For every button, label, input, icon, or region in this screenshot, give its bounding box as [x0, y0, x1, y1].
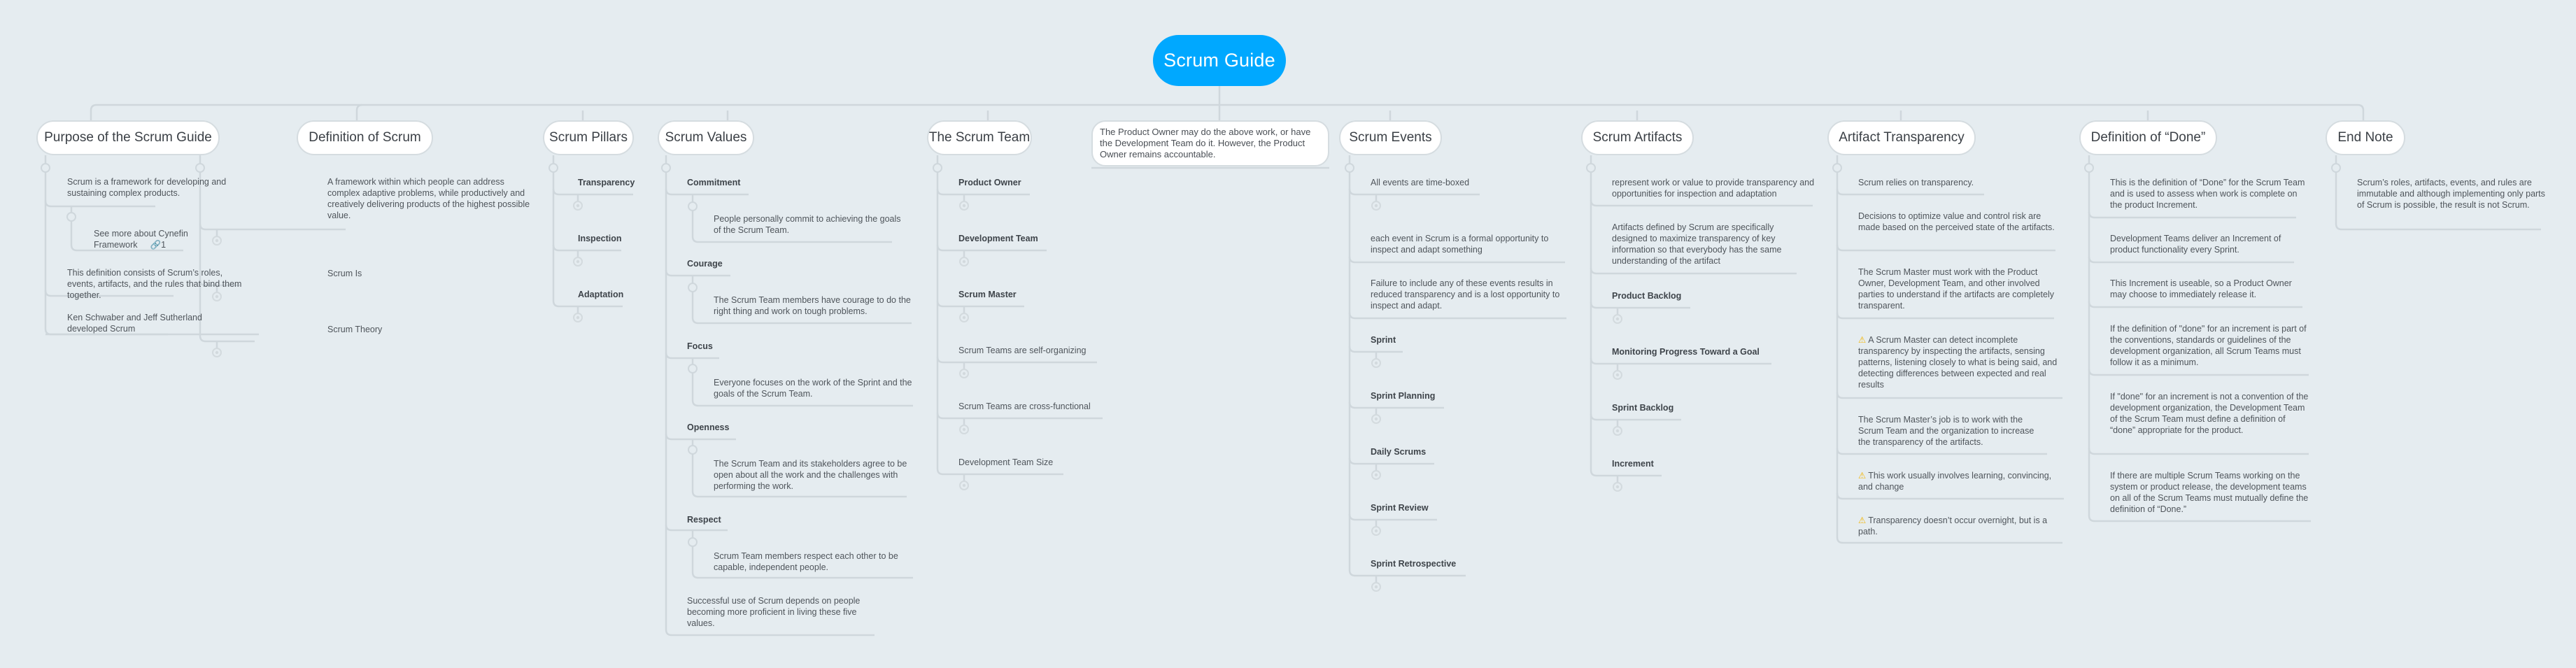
subtopic[interactable]: Inspection	[578, 234, 622, 243]
value-detail[interactable]: Everyone focuses on the work of the Sprint and the goals of the Scrum Team.	[714, 378, 912, 399]
subtopic[interactable]: Scrum Master	[958, 290, 1017, 299]
subtopic[interactable]: If "done" for an increment is not a convention of the development organization, the Development Team of the Scrum Team must define a definition of “done” appropriate for the product.	[2110, 392, 2309, 435]
value-detail[interactable]: The Scrum Team members have courage to do the right thing and work on tough problems.	[714, 295, 911, 316]
subtopic[interactable]: Sprint Review	[1371, 503, 1429, 513]
subtopic[interactable]: Ken Schwaber and Jeff Sutherland developed Scrum	[67, 313, 202, 334]
subtopic[interactable]: Sprint Retrospective	[1371, 559, 1457, 569]
value-title[interactable]: Respect	[687, 515, 721, 525]
warning-icon: ⚠	[1858, 516, 1867, 525]
link-count: 1	[161, 240, 167, 250]
topic-scrum-team[interactable]	[927, 120, 1032, 155]
topic-label: Definition of “Done”	[2090, 130, 2206, 145]
value-title[interactable]: Commitment	[687, 178, 741, 187]
subtopic[interactable]: Daily Scrums	[1371, 447, 1427, 457]
topic-label: Artifact Transparency	[1839, 130, 1965, 145]
topic-label: Purpose of the Scrum Guide	[44, 130, 212, 145]
subtopic[interactable]: Development Teams deliver an Increment of product functionality every Sprint.	[2110, 234, 2281, 255]
topic-purpose[interactable]	[36, 120, 220, 155]
subtopic[interactable]: This is the definition of “Done” for the Scrum Team and is used to assess when work is complete on the product Increment.	[2110, 178, 2305, 210]
subtopic[interactable]: The Scrum Master must work with the Product Owner, Development Team, and other involved parties to understand if the artifacts are completely transparent.	[1858, 267, 2055, 311]
topic-label: Scrum Values	[665, 130, 747, 145]
subtopic[interactable]: A framework within which people can address complex adaptive problems, while productively and creatively delivering products of the highest possible value.	[327, 177, 530, 220]
warning-icon: ⚠	[1858, 471, 1867, 481]
subtopic[interactable]: Sprint Planning	[1371, 391, 1436, 401]
topic-artifacts[interactable]	[1581, 120, 1694, 155]
subtopic[interactable]: Sprint Backlog	[1612, 403, 1674, 413]
subtopic[interactable]: Scrum Teams are self-organizing	[958, 346, 1087, 355]
value-title[interactable]: Courage	[687, 259, 723, 269]
topic-events[interactable]	[1339, 120, 1442, 155]
subtopic[interactable]: Scrum Is	[327, 269, 362, 278]
subtopic[interactable]: Sprint	[1371, 335, 1396, 345]
topic-label: The Scrum Team	[928, 130, 1031, 145]
root-label: Scrum Guide	[1163, 50, 1275, 71]
topic-label: Scrum Artifacts	[1592, 130, 1683, 145]
root-topic-scrum-guide[interactable]	[1153, 35, 1286, 86]
subtopic[interactable]: All events are time-boxed	[1371, 178, 1470, 187]
subtopic[interactable]: Increment	[1612, 459, 1654, 469]
subtopic[interactable]: If the definition of "done" for an increment is part of the conventions, standards or guidelines of the development organization, all Scrum Teams must follow it as a minimum.	[2110, 324, 2307, 367]
topic-values[interactable]	[658, 120, 754, 155]
value-detail[interactable]: The Scrum Team and its stakeholders agree to be open about all the work and the challenges with performing the work.	[714, 459, 907, 491]
subtopic[interactable]: The Scrum Master’s job is to work with the Scrum Team and the organization to increase the transparency of the artifacts.	[1858, 415, 2034, 447]
subtopic[interactable]: Transparency	[578, 178, 635, 187]
subtopic[interactable]: Successful use of Scrum depends on people becoming more proficient in living these five values.	[687, 596, 861, 628]
topic-pillars[interactable]	[543, 120, 634, 155]
value-title[interactable]: Focus	[687, 341, 713, 351]
topic-label: Definition of Scrum	[309, 130, 421, 145]
value-title[interactable]: Openness	[687, 422, 730, 432]
subtopic[interactable]: Failure to include any of these events results in reduced transparency and is a lost opportunity to inspect and adapt.	[1371, 278, 1560, 311]
topic-definition[interactable]	[297, 120, 433, 155]
warning-icon: ⚠	[1858, 335, 1867, 345]
value-detail[interactable]: People personally commit to achieving the goals of the Scrum Team.	[714, 214, 901, 235]
topic-label: End Note	[2337, 130, 2393, 145]
topic-label: Scrum Pillars	[549, 130, 628, 145]
subtopic[interactable]: Decisions to optimize value and control risk are made based on the perceived state of the artifacts.	[1858, 211, 2055, 232]
topic-artifact-transparency[interactable]	[1827, 120, 1976, 155]
subtopic-warning[interactable]	[1858, 515, 2065, 537]
subtopic-cynefin-link[interactable]	[94, 228, 262, 250]
subtopic[interactable]: If there are multiple Scrum Teams working on the system or product release, the development teams on all of the Scrum Teams must mutually define the definition of “Done.”	[2110, 471, 2309, 514]
subtopic[interactable]: Scrum Theory	[327, 325, 383, 334]
subtopic[interactable]: This definition consists of Scrum’s roles, events, artifacts, and the rules that bind them together.	[67, 268, 242, 300]
subtopic-label: See more about Cynefin Framework	[94, 229, 188, 250]
subtopic[interactable]: represent work or value to provide transparency and opportunities for inspection and adaptation	[1612, 178, 1815, 199]
subtopic[interactable]: Monitoring Progress Toward a Goal	[1612, 347, 1760, 357]
value-detail[interactable]: Scrum Team members respect each other to be capable, independent people.	[714, 551, 898, 572]
subtopic[interactable]: Scrum’s roles, artifacts, events, and rules are immutable and although implementing only parts of Scrum is possible, the result is not Scrum.	[2357, 178, 2545, 210]
subtopic[interactable]: Artifacts defined by Scrum are specifically designed to maximize transparency of key information so that everybody has the same understanding of the artifact	[1612, 222, 1782, 266]
subtopic[interactable]: Adaptation	[578, 290, 624, 299]
subtopic-warning[interactable]	[1858, 470, 2065, 492]
subtopic-label: Transparency doesn’t occur overnight, but is a path.	[1858, 516, 2048, 536]
topic-label: Scrum Events	[1349, 130, 1432, 145]
subtopic[interactable]: Scrum is a framework for developing and sustaining complex products.	[67, 177, 227, 198]
subtopic[interactable]: This Increment is useable, so a Product Owner may choose to immediately release it.	[2110, 278, 2292, 299]
topic-product-owner-note[interactable]	[1091, 120, 1329, 166]
subtopic-warning[interactable]	[1858, 334, 2065, 390]
subtopic[interactable]: Product Owner	[958, 178, 1021, 187]
subtopic[interactable]: Product Backlog	[1612, 291, 1682, 301]
topic-label: The Product Owner may do the above work, or have the Development Team do it. However, the Product Owner remains accountable.	[1100, 127, 1311, 159]
link-icon[interactable]: 🔗	[150, 240, 162, 250]
subtopic[interactable]: Development Team	[958, 234, 1038, 243]
topic-definition-of-done[interactable]	[2079, 120, 2217, 155]
subtopic-label: A Scrum Master can detect incomplete transparency by inspecting the artifacts, sensing patterns, listening closely to what is being said, and detecting differences between expected and real results	[1858, 335, 2058, 390]
subtopic[interactable]: Development Team Size	[958, 457, 1054, 467]
subtopic[interactable]: each event in Scrum is a formal opportunity to inspect and adapt something	[1371, 234, 1549, 255]
topic-end-note[interactable]	[2326, 120, 2405, 155]
subtopic[interactable]: Scrum Teams are cross-functional	[958, 401, 1091, 411]
subtopic-label: This work usually involves learning, convincing, and change	[1858, 471, 2052, 492]
subtopic[interactable]: Scrum relies on transparency.	[1858, 178, 1974, 187]
